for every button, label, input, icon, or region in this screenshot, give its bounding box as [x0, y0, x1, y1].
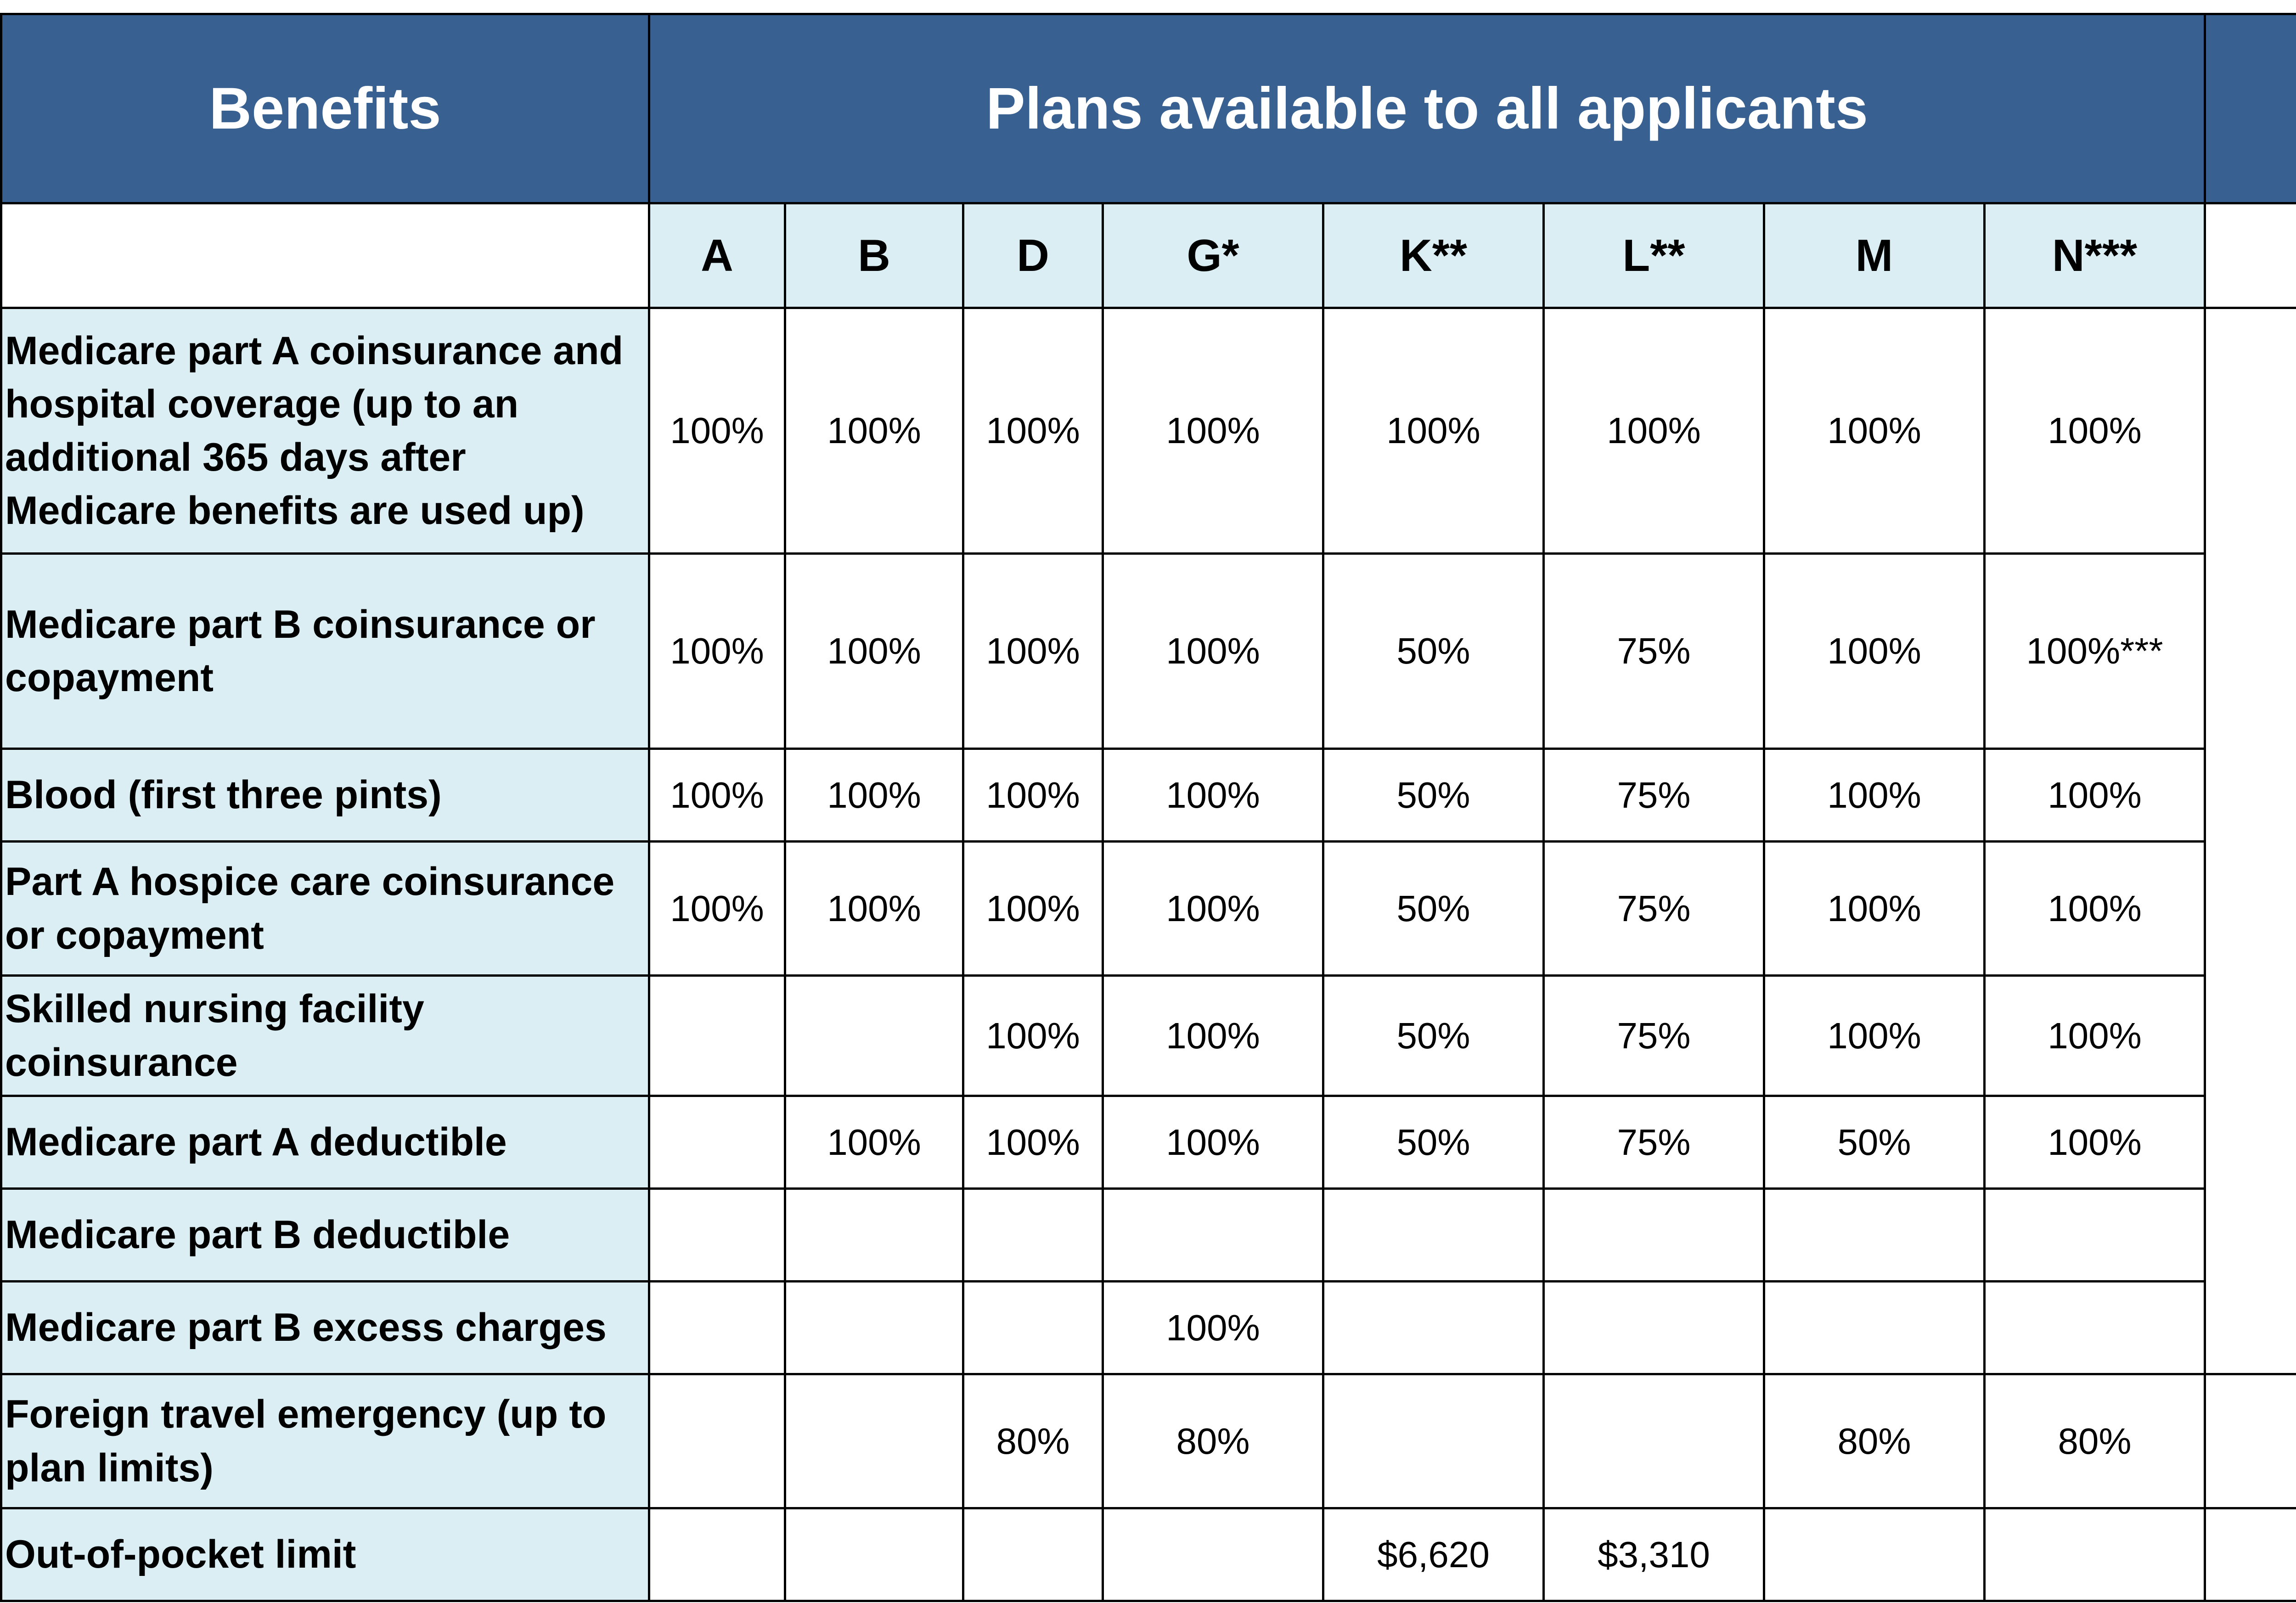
plan-cell: 100%: [1764, 554, 1985, 749]
benefit-label: Medicare part B deductible: [1, 1189, 649, 1282]
plan-cell: 50%: [1323, 554, 1544, 749]
plan-cell: 100%: [785, 554, 963, 749]
plan-cell: [1985, 1189, 2205, 1282]
plan-cell: [1544, 1374, 1764, 1508]
table-row: [1, 1374, 2296, 1508]
plan-letter-row: [1, 203, 2296, 308]
medigap-plans-table: [0, 13, 2296, 1602]
separator-column-header: [2205, 203, 2296, 308]
plan-cell: 100%: [963, 308, 1103, 554]
plan-cell: 75%: [1544, 976, 1764, 1096]
plan-column-header: K**: [1323, 203, 1544, 308]
plan-column-header: N***: [1985, 203, 2205, 308]
plan-cell: 100%: [1103, 1096, 1323, 1189]
plan-cell: 100%: [785, 1096, 963, 1189]
separator-cell: [2205, 1508, 2296, 1601]
plan-cell: 100%: [785, 749, 963, 842]
plan-cell: 100%***: [1985, 554, 2205, 749]
plan-cell: [963, 1508, 1103, 1601]
plan-cell: 50%: [1323, 749, 1544, 842]
plan-column-header: A: [649, 203, 785, 308]
plan-cell: 100%: [1103, 976, 1323, 1096]
plan-cell: [1764, 1189, 1985, 1282]
plans-all-header: Plans available to all applicants: [649, 14, 2205, 203]
plan-cell: 75%: [1544, 554, 1764, 749]
plan-cell: 100%: [963, 1096, 1103, 1189]
plan-cell: 100%: [785, 308, 963, 554]
plan-cell: 100%: [649, 842, 785, 976]
plan-cell: 100%: [1103, 1282, 1323, 1374]
plan-cell: 75%: [1544, 842, 1764, 976]
plan-cell: [1985, 1508, 2205, 1601]
plan-cell: 80%: [963, 1374, 1103, 1508]
plan-cell: 100%: [1985, 1096, 2205, 1189]
plan-cell: [1323, 1189, 1544, 1282]
plan-cell: 100%: [1764, 976, 1985, 1096]
plan-column-header: B: [785, 203, 963, 308]
table-row: [1, 1189, 2296, 1282]
plan-cell: 50%: [1323, 976, 1544, 1096]
plan-cell: 100%: [649, 554, 785, 749]
plan-cell: 100%: [1764, 749, 1985, 842]
plan-cell: 100%: [1985, 308, 2205, 554]
benefit-label-header: [1, 203, 649, 308]
separator-column: [2205, 308, 2296, 1374]
plan-cell: [1103, 1189, 1323, 1282]
plan-cell: 100%: [1103, 749, 1323, 842]
plan-cell: 100%: [1764, 842, 1985, 976]
plan-cell: 50%: [1764, 1096, 1985, 1189]
plan-cell: [1985, 1282, 2205, 1374]
separator-cell: [2205, 1374, 2296, 1508]
plan-column-header: G*: [1103, 203, 1323, 308]
plan-column-header: D: [963, 203, 1103, 308]
plan-cell: 100%: [963, 749, 1103, 842]
plan-cell: [1764, 1282, 1985, 1374]
table-row: [1, 1096, 2296, 1189]
benefits-header: Benefits: [1, 14, 649, 203]
plan-cell: 100%: [1985, 749, 2205, 842]
plan-cell: [963, 1189, 1103, 1282]
benefit-label: Skilled nursing facility coinsurance: [1, 976, 649, 1096]
benefit-label: Blood (first three pints): [1, 749, 649, 842]
plan-column-header: L**: [1544, 203, 1764, 308]
header-row: [1, 14, 2296, 203]
plan-cell: 100%: [963, 554, 1103, 749]
benefit-label: Part A hospice care coinsurance or copayment: [1, 842, 649, 976]
table-row: [1, 1508, 2296, 1601]
plan-cell: 100%: [963, 976, 1103, 1096]
plan-cell: 100%: [1323, 308, 1544, 554]
plan-cell: 100%: [1103, 308, 1323, 554]
table-row: [1, 749, 2296, 842]
plan-cell: [1764, 1508, 1985, 1601]
plan-cell: [649, 1282, 785, 1374]
plan-cell: 50%: [1323, 1096, 1544, 1189]
plan-cell: [649, 1374, 785, 1508]
plan-cell: [963, 1282, 1103, 1374]
plan-cell: 80%: [1103, 1374, 1323, 1508]
table-row: [1, 1282, 2296, 1374]
plan-cell: [785, 1374, 963, 1508]
benefit-label: Medicare part A deductible: [1, 1096, 649, 1189]
plan-cell: [785, 976, 963, 1096]
benefit-label: Foreign travel emergency (up to plan limits): [1, 1374, 649, 1508]
plan-cell: [1544, 1282, 1764, 1374]
plan-column-header: M: [1764, 203, 1985, 308]
plan-cell: [1323, 1374, 1544, 1508]
plan-cell: [785, 1189, 963, 1282]
plan-cell: [1103, 1508, 1323, 1601]
plan-cell: 100%: [1985, 976, 2205, 1096]
plan-cell: [785, 1508, 963, 1601]
plan-cell: $6,620: [1323, 1508, 1544, 1601]
plan-cell: 100%: [1985, 842, 2205, 976]
table-row: [1, 976, 2296, 1096]
plan-cell: [649, 1508, 785, 1601]
plan-cell: 100%: [1764, 308, 1985, 554]
benefit-label: Out-of-pocket limit: [1, 1508, 649, 1601]
plan-cell: 100%: [963, 842, 1103, 976]
plan-cell: [1544, 1189, 1764, 1282]
plan-cell: 100%: [1103, 554, 1323, 749]
table-row: [1, 842, 2296, 976]
plan-cell: 75%: [1544, 1096, 1764, 1189]
benefit-label: Medicare part B coinsurance or copayment: [1, 554, 649, 749]
plan-cell: [649, 1189, 785, 1282]
table-row: [1, 308, 2296, 554]
plan-cell: 100%: [649, 308, 785, 554]
plan-cell: $3,310: [1544, 1508, 1764, 1601]
plan-cell: 80%: [1764, 1374, 1985, 1508]
plan-cell: [785, 1282, 963, 1374]
plan-cell: 100%: [785, 842, 963, 976]
table-row: [1, 554, 2296, 749]
plan-cell: 100%: [1103, 842, 1323, 976]
plan-cell: 100%: [649, 749, 785, 842]
plan-cell: [1323, 1282, 1544, 1374]
plan-cell: [649, 1096, 785, 1189]
plan-cell: 50%: [1323, 842, 1544, 976]
plan-cell: 80%: [1985, 1374, 2205, 1508]
separator-header: [2205, 14, 2296, 203]
plan-cell: 100%: [1544, 308, 1764, 554]
benefit-label: Medicare part A coinsurance and hospital coverage (up to an additional 365 days after Medicare benefits are used up): [1, 308, 649, 554]
plan-cell: 75%: [1544, 749, 1764, 842]
plan-cell: [649, 976, 785, 1096]
benefit-label: Medicare part B excess charges: [1, 1282, 649, 1374]
